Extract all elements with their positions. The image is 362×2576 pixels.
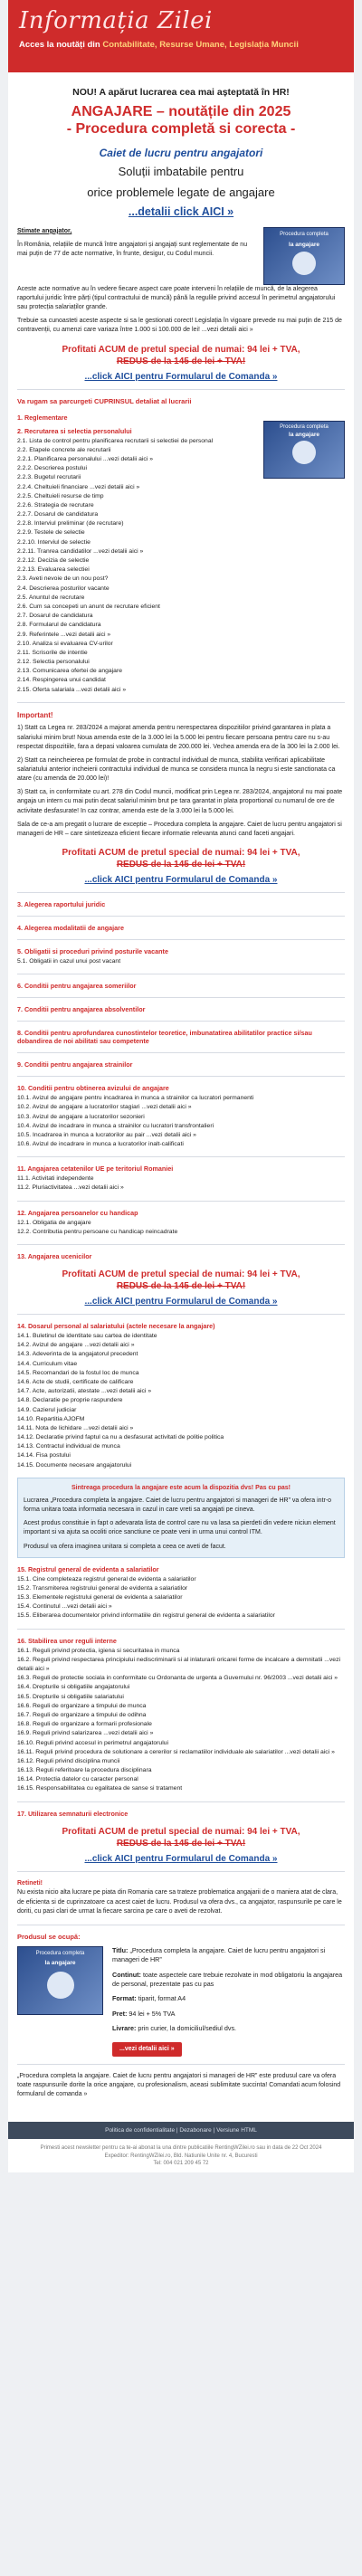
product-delivery-label: Livrare: bbox=[112, 2024, 137, 2033]
toc-item: 14.5. Recomandari de la fostul loc de munca bbox=[17, 1369, 139, 1376]
toc-item: 2.10. Analiza si evaluarea CV-urilor bbox=[17, 640, 113, 647]
toc-item: 14.12. Declaratie privind faptul ca nu a desfasurat activitati de politie politica bbox=[17, 1434, 224, 1441]
toc-section-12: 12. Angajarea persoanelor cu handicap bbox=[17, 1208, 138, 1217]
product-details-button[interactable]: ...vezi detalii aici » bbox=[112, 2042, 182, 2057]
hero-headline-2: - Procedura completă si corecta - bbox=[66, 121, 296, 138]
product-format-label: Format: bbox=[112, 1994, 137, 2003]
toc-item-link[interactable]: 15.4. Continutul ...vezi detalii aici » bbox=[17, 1603, 112, 1611]
footer-note-1: Primesti acest newsletter pentru ca te-ai abonat la una dintre publicatiile RentingWZilei.ro sau in data de 22 Oct 2024 bbox=[40, 2145, 322, 2152]
offer-price-3: Profitati ACUM de pretul special de numai: 94 lei + TVA, bbox=[62, 1269, 300, 1280]
toc-item: 16.10. Reguli privind accesul in perimetrul angajatorului bbox=[17, 1739, 168, 1746]
product-content-label: Continut: bbox=[112, 1970, 141, 1979]
toc-item: 16.7. Reguli de organizare a timpului de odihna bbox=[17, 1711, 147, 1718]
offer-old-price-4: REDUS de la 145 de lei + TVA! bbox=[116, 1838, 246, 1849]
toc-section-4: 4. Alegerea modalitatii de angajare bbox=[17, 923, 124, 932]
important-title: Important! bbox=[17, 710, 53, 719]
toc-item-link[interactable]: 16.3. Reguli de protectie sociala in conformitate cu Ordonanta de urgenta a Guvernului nr. 96/2003 ...vezi detalii aici » bbox=[17, 1675, 338, 1682]
toc-item: 2.2.9. Testele de selectie bbox=[17, 529, 85, 537]
toc-section-14: 14. Dosarul personal al salariatului (actele necesare la angajare) bbox=[17, 1322, 215, 1331]
tip-paragraph-2: Acest produs constituie in fapt o adevarata lista de control care nu va lasa sa pierdeti din vedere niciun element important si va ajuta sa ocoliti orice sanctiune ce poate veni in urma unui control ITM. bbox=[24, 1520, 336, 1536]
product-heading: Produsul se ocupă: bbox=[17, 1932, 81, 1941]
toc-item-link[interactable]: 16.11. Reguli privind procedura de solutionare a cererilor si reclamatiilor individuale ale salariatilor ...vezi detalii aici » bbox=[17, 1748, 335, 1755]
book-cover-figure-icon bbox=[292, 252, 316, 275]
toc-item: 16.4. Drepturile si obligatiile angajatorului bbox=[17, 1684, 130, 1691]
toc-item: 15.5. Eliberarea documentelor privind informatiile din registrul general de evidenta a salariatilor bbox=[17, 1612, 275, 1620]
toc-item: 14.14. Fisa postului bbox=[17, 1452, 71, 1459]
divider bbox=[17, 2064, 345, 2065]
order-form-link-1[interactable]: ...click AICI pentru Formularul de Comanda » bbox=[84, 371, 278, 382]
divider bbox=[17, 916, 345, 917]
toc-section-7: 7. Conditii pentru angajarea absolventilor bbox=[17, 1005, 146, 1014]
intro-paragraph-1: În România, relațiile de muncă între angajatori și angajați sunt reglementate de nu mai puțin de 77 de acte normative, în frunte, desigur, cu Codul muncii. bbox=[17, 242, 248, 258]
toc-item: 2.8. Formularul de candidatura bbox=[17, 622, 101, 629]
divider bbox=[17, 1871, 345, 1872]
toc-item: 2.2.3. Bugetul recrutarii bbox=[17, 474, 81, 481]
toc-item-link[interactable]: 2.2.4. Cheltuieli financiare ...vezi detalii aici » bbox=[17, 483, 140, 490]
toc-block bbox=[17, 408, 345, 695]
product-price-value: 94 lei + 5% TVA bbox=[129, 2009, 176, 2018]
important-box bbox=[17, 710, 345, 839]
hero-subtitle: Caiet de lucru pentru angajatori bbox=[99, 147, 263, 160]
toc-list bbox=[17, 408, 256, 695]
toc-section-8: 8. Conditii pentru aprofundarea cunostintelor teoretice, imbunatatirea abilitatilor practice si/sau dobandirea de noi abilitati sau competente bbox=[17, 1029, 312, 1046]
divider bbox=[17, 1314, 345, 1315]
product-content-value: toate aspectele care trebuie rezolvate in mod obligatoriu la angajarea de personal, prezentate pas cu pas bbox=[112, 1970, 343, 1988]
tagline-accent: Contabilitate, Resurse Umane, Legislația Muncii bbox=[102, 40, 299, 50]
offer-old-price-1: REDUS de la 145 de lei + TVA! bbox=[116, 356, 246, 366]
toc-item: 2.2.8. Interviul preliminar (de recrutare) bbox=[17, 520, 124, 528]
intro-title: Stimate angajator, bbox=[17, 227, 72, 234]
product-delivery-value: prin curier, la domiciliul/sediul dvs. bbox=[138, 2024, 237, 2033]
divider bbox=[17, 1156, 345, 1157]
toc-item-1: 1. Reglementare bbox=[17, 413, 68, 422]
toc-item: 14.15. Documente necesare angajatorului bbox=[17, 1461, 132, 1469]
toc-item-link[interactable]: 2.2.1. Planificarea personalului ...vezi detalii aici » bbox=[17, 455, 153, 462]
toc-section-11: 11. Angajarea cetatenilor UE pe teritoriul Romaniei bbox=[17, 1164, 174, 1174]
toc-item: 10.1. Avizul de angajare pentru incadrarea in munca a strainilor ca lucratori permanenti bbox=[17, 1095, 254, 1102]
closing-text bbox=[17, 2072, 345, 2099]
tip-box bbox=[17, 1478, 345, 1558]
order-form-link-4[interactable]: ...click AICI pentru Formularul de Comanda » bbox=[84, 1853, 278, 1864]
important-paragraph-4: Sala de ce-a am pregatit o lucrare de exceptie – Procedura completa la angajare. Caiet de lucru pentru angajatori si manageri de HR – care sintetizeaza eficient fiecare informatie relevanta atunci cand faceti angajari. bbox=[17, 821, 342, 837]
header-tagline bbox=[19, 40, 343, 51]
offer-price-4: Profitati ACUM de pretul special de numai: 94 lei + TVA, bbox=[62, 1826, 300, 1837]
toc-item: 2.4. Descrierea posturilor vacante bbox=[17, 585, 110, 592]
intro-paragraph-3: Trebuie sa cunoasteti aceste aspecte si sa le gestionati corect! Legislația în vigoare prevede nu mai puțin de 215 de contravenții, cu amenzi care variaza între 1.000 si 100.000 de lei! ...vezi detalii aici » bbox=[17, 318, 342, 334]
product-book-image bbox=[17, 1946, 103, 2015]
toc-item: 16.14. Protectia datelor cu caracter personal bbox=[17, 1776, 138, 1783]
product-card bbox=[17, 1946, 345, 2057]
footer-note-3: Tel: 004 021 209 45 72 bbox=[153, 2161, 209, 2167]
order-form-link-3[interactable]: ...click AICI pentru Formularul de Comanda » bbox=[84, 1297, 278, 1307]
hero-lead-1: Soluții imbatabile pentru bbox=[118, 165, 244, 179]
toc-item: 15.1. Cine completeaza registrul general de evidenta a salariatilor bbox=[17, 1575, 196, 1583]
toc-item: 2.13. Comunicarea ofertei de angajare bbox=[17, 668, 122, 675]
toc-item-link[interactable]: 14.2. Avizul de angajare ...vezi detalii aici » bbox=[17, 1342, 135, 1349]
toc-item: 2.2.13. Evaluarea selectiei bbox=[17, 566, 90, 574]
divider bbox=[17, 1629, 345, 1630]
product-book-title: Procedura completa bbox=[35, 1950, 85, 1956]
toc-item: 16.13. Reguli referitoare la procedura disciplinara bbox=[17, 1767, 152, 1774]
toc-item: 14.9. Cazierul judiciar bbox=[17, 1406, 77, 1413]
offer-old-price-3: REDUS de la 145 de lei + TVA! bbox=[116, 1281, 246, 1292]
toc-intro: Va rugam sa parcurgeti CUPRINSUL detaliat al lucrarii bbox=[17, 396, 192, 405]
toc-item-link[interactable]: 10.5. Incadrarea in munca a lucratorilor au pair ...vezi detalii aici » bbox=[17, 1131, 196, 1138]
divider bbox=[17, 1801, 345, 1802]
divider bbox=[17, 1021, 345, 1022]
toc-item-link[interactable]: 16.9. Reguli privind salarizarea ...vezi detalii aici » bbox=[17, 1730, 154, 1737]
toc-section-17: 17. Utilizarea semnaturii electronice bbox=[17, 1809, 129, 1818]
toc-item: 14.6. Acte de studii, certificate de calificare bbox=[17, 1378, 134, 1385]
toc-item: 2.2.5. Cheltuieli resurse de timp bbox=[17, 492, 104, 499]
book-cover-subtitle: la angajare bbox=[289, 431, 319, 438]
toc-item: 2.14. Respingerea unui candidat bbox=[17, 677, 106, 684]
toc-item: 16.5. Drepturile si obligatiile salariatului bbox=[17, 1693, 124, 1700]
toc-item: 16.15. Responsabilitatea cu egalitatea de sanse si tratament bbox=[17, 1785, 183, 1792]
toc-item: 2.2.7. Dosarul de candidatura bbox=[17, 511, 99, 518]
intro-block-2 bbox=[17, 285, 345, 336]
offer-old-price-2: REDUS de la 145 de lei + TVA! bbox=[116, 859, 246, 870]
toc-section-5: 5. Obligatii si proceduri privind posturile vacante bbox=[17, 946, 168, 955]
toc-item: 14.8. Declaratie pe proprie raspundere bbox=[17, 1397, 123, 1404]
toc-item: 14.3. Adeverinta de la angajatorul precedent bbox=[17, 1351, 138, 1358]
toc-item: 5.1. Obligatii in cazul unui post vacant bbox=[17, 957, 121, 965]
toc-item: 2.2.10. Interviul de selectie bbox=[17, 538, 90, 546]
product-format-value: tiparit, format A4 bbox=[138, 1994, 186, 2003]
divider bbox=[17, 389, 345, 390]
divider bbox=[17, 892, 345, 893]
divider bbox=[17, 1052, 345, 1053]
toc-item: 2.6. Cum sa concepeti un anunt de recrutare eficient bbox=[17, 603, 160, 610]
toc-section-6: 6. Conditii pentru angajarea someriilor bbox=[17, 982, 137, 991]
tip-paragraph-1: Lucrarea „Procedura completa la angajare. Caiet de lucru pentru angajatori si manageri de HR” va ofera intr-o forma unitara toata informatia necesara in cazul in care vreti sa angajati pe cineva. bbox=[24, 1497, 332, 1514]
order-form-link-2[interactable]: ...click AICI pentru Formularul de Comanda » bbox=[84, 874, 278, 885]
toc-section-3: 3. Alegerea raportului juridic bbox=[17, 899, 106, 908]
offer-price-1: Profitati ACUM de pretul special de numai: 94 lei + TVA, bbox=[62, 344, 300, 355]
toc-item: 10.6. Avizul de incadrare in munca a lucratorilor inalt-calificati bbox=[17, 1141, 184, 1148]
book-cover-image-2 bbox=[263, 421, 345, 479]
product-book-subtitle: la angajare bbox=[44, 1960, 76, 1967]
retain-box bbox=[17, 1879, 345, 1917]
toc-item: 12.2. Contributia pentru persoane cu handicap neincadrate bbox=[17, 1228, 178, 1235]
tip-title: Sintreaga procedura la angajare este acum la dispozitia dvs! Pas cu pas! bbox=[71, 1484, 291, 1491]
toc-item: 14.10. Repartitia AJOFM bbox=[17, 1415, 85, 1422]
toc-item: 14.1. Buletinul de identitate sau cartea de identitate bbox=[17, 1333, 157, 1340]
hero-details-link[interactable]: ...detalii click AICI » bbox=[128, 204, 234, 218]
brand-logo[interactable]: Informația Zilei bbox=[19, 7, 213, 34]
toc-item: 10.3. Avizul de angajare a lucratorilor sezonieri bbox=[17, 1113, 145, 1120]
retain-text: Nu exista nicio alta lucrare pe piata din Romania care sa trateze problematica angajarii de o maniera atat de clara, de eficienta si de cuprinzatoare ca acest caiet de lucru. Produsul va ofera dvs., ca angajator, raspunsurile pe care le doriti, cu pasi clari de urmat la fiecare sarcina pe care o aveti de rezolvat. bbox=[17, 1889, 342, 1915]
divider bbox=[17, 1076, 345, 1077]
toc-item-link[interactable]: 2.2.11. Tranrea candidatilor ...vezi detalii aici » bbox=[17, 547, 144, 555]
toc-item: 11.1. Activitati independente bbox=[17, 1175, 94, 1183]
toc-item: 2.2.12. Decizia de selectie bbox=[17, 557, 90, 565]
toc-item-link[interactable]: 11.2. Pluriactivitatea ...vezi detalii aici » bbox=[17, 1184, 124, 1192]
header-banner bbox=[8, 0, 354, 72]
toc-item: 2.12. Selectia personalului bbox=[17, 659, 90, 666]
toc-item: 2.5. Anuntul de recrutare bbox=[17, 594, 85, 601]
divider bbox=[17, 939, 345, 940]
divider bbox=[17, 1244, 345, 1245]
toc-item-link[interactable]: 14.11. Nota de lichidare ...vezi detalii aici » bbox=[17, 1424, 134, 1431]
toc-item: 14.4. Curriculum vitae bbox=[17, 1360, 78, 1367]
toc-block-2 bbox=[17, 900, 345, 1260]
book-cover-title: Procedura completa bbox=[280, 423, 329, 430]
toc-section-10: 10. Conditii pentru obtinerea avizului de angajare bbox=[17, 1084, 169, 1093]
tip-paragraph-3: Produsul va ofera imaginea unitara si completa a ceea ce aveti de facut. bbox=[24, 1543, 226, 1550]
toc-section-15: 15. Registrul general de evidenta a salariatilor bbox=[17, 1564, 159, 1573]
toc-item: 2.2.6. Strategia de recrutare bbox=[17, 501, 94, 509]
hero-lead-2: orice problemele legate de angajare bbox=[87, 185, 275, 199]
toc-item-link[interactable]: 2.15. Oferta salariala ...vezi detalii aici » bbox=[17, 686, 127, 693]
closing-paragraph: „Procedura completa la angajare. Caiet de lucru pentru angajatori si manageri de HR” este produsul care va ofera toate raspunsurile dorite la orice angajare, cu profesionalism, aceasi sublimitate succinta! Comandati acum folosind formularul de comanda » bbox=[17, 2072, 341, 2098]
divider bbox=[17, 1201, 345, 1202]
book-cover-subtitle: la angajare bbox=[289, 241, 319, 248]
toc-section-16: 16. Stabilirea unor reguli interne bbox=[17, 1636, 117, 1645]
hero-intro: NOU! A apărut lucrarea cea mai așteptată în HR! bbox=[72, 87, 290, 98]
important-paragraph-3: 3) Statt ca, in conformitate cu art. 278 din Codul muncii, modificat prin Legea nr. 283/2024, angajatorul nu mai poate angaja un intern cu mai putin decat salariul minim brut pe tara garantat in plata proportional cu numarul de ore de activitate desfasurate! In caz contrar, amenda este de la 3.000 lei la 5.000 lei. bbox=[17, 789, 343, 814]
toc-item-link[interactable]: 10.2. Avizul de angajare a lucratorilor stagiari ...vezi detalii aici » bbox=[17, 1104, 192, 1111]
product-price-label: Pret: bbox=[112, 2009, 128, 2018]
toc-item: 10.4. Avizul de incadrare in munca a strainilor cu lucratori transfrontalieri bbox=[17, 1122, 214, 1129]
hero-headline-1: ANGAJARE – noutățile din 2025 bbox=[71, 104, 291, 119]
book-cover-figure-icon bbox=[292, 441, 316, 464]
toc-item: 2.2.2. Descrierea postului bbox=[17, 465, 88, 472]
toc-item: 16.1. Reguli privind protectia, igiena si securitatea in munca bbox=[17, 1647, 180, 1654]
divider bbox=[17, 702, 345, 703]
toc-item: 2.1. Lista de control pentru planificarea recrutarii si selectiei de personal bbox=[17, 437, 214, 444]
footer-links[interactable]: Politica de confidentialitate | Dezabonare | Versiune HTML bbox=[8, 2122, 354, 2139]
toc-item-2: 2. Recrutarea si selectia personalului bbox=[17, 426, 132, 435]
important-paragraph-1: 1) Statt ca Legea nr. 283/2024 a majorat amenda pentru nerespectarea dispozitiilor privind garantarea in plata a salariului minim brut! Noua amenda este de la 3.000 lei la 5.000 lei pentru fiecare persoana pentru care nu s-au respectat dispozitiile, fara a depasi valoarea cumulata de 200.000 lei. Vechea amenda era de la 300 lei la 2.000 lei. bbox=[17, 725, 340, 750]
main-content bbox=[8, 72, 354, 2113]
toc-item: 16.8. Reguli de organizare a formarii profesionale bbox=[17, 1721, 152, 1728]
important-paragraph-2: 2) Statt ca neincheierea pe formulat de probe in contractul individual de munca, stabilita verificari aplicabilitate salariatului anterior incheierii contractului individual de munca se considera munca la negru si este sanctionata ca atare (cu amenda de 20.000 lei)! bbox=[17, 756, 336, 783]
toc-section-13: 13. Angajarea ucenicilor bbox=[17, 1252, 92, 1261]
toc-item: 15.3. Elementele registrului general de evidenta a salariatilor bbox=[17, 1594, 183, 1602]
book-cover-figure-icon bbox=[47, 1972, 74, 1999]
toc-item: 2.11. Scrisorile de intentie bbox=[17, 649, 88, 656]
intro-block bbox=[17, 227, 345, 285]
toc-item: 14.13. Contractul individual de munca bbox=[17, 1443, 120, 1450]
toc-item-link[interactable]: 2.9. Referintele ...vezi detalii aici » bbox=[17, 631, 111, 638]
offer-price-2: Profitati ACUM de pretul special de numai: 94 lei + TVA, bbox=[62, 847, 300, 858]
toc-item: 16.6. Reguli de organizare a timpului de munca bbox=[17, 1702, 147, 1709]
retain-title: Retineti! bbox=[17, 1879, 43, 1887]
toc-block-3 bbox=[17, 1322, 345, 1470]
footer-note bbox=[8, 2139, 354, 2172]
toc-item: 2.7. Dosarul de candidatura bbox=[17, 613, 93, 620]
book-cover-title: Procedura completa bbox=[280, 231, 329, 237]
product-title-value: „Procedura completa la angajare. Caiet de lucru pentru angajatori si manageri de HR” bbox=[112, 1945, 326, 1964]
toc-item: 2.3. Aveti nevoie de un nou post? bbox=[17, 575, 109, 583]
footer-note-2: Expeditor: RentingWZilei.ro, Bld. Natiunile Unite nr. 4, Bucuresti bbox=[104, 2153, 258, 2159]
toc-item: 16.12. Reguli privind disciplina muncii bbox=[17, 1757, 120, 1764]
toc-section-9: 9. Conditii pentru angajarea strainilor bbox=[17, 1060, 133, 1069]
toc-item: 15.2. Transmiterea registrului general de evidenta a salariatilor bbox=[17, 1584, 188, 1592]
book-cover-image bbox=[263, 227, 345, 285]
product-info bbox=[112, 1946, 345, 2057]
intro-paragraph-2: Aceste acte normative au în vedere fiecare aspect care poate interveni în relațiile de muncă, de la alegerea raportului juridic între părți (tipul contractului de muncă) până la regulile privind accesul în perimetrul angajatorului sau protecția salariaților grande. bbox=[17, 285, 336, 311]
toc-item-link[interactable]: 16.2. Reguli privind respectarea principiului nediscriminarii si al inlaturarii oricarei forme de incalcare a demnitatii ...vezi detalii aici » bbox=[17, 1656, 340, 1672]
toc-item: 2.2. Etapele concrete ale recrutarii bbox=[17, 446, 111, 453]
product-title-label: Titlu: bbox=[112, 1945, 129, 1954]
tagline-prefix: Acces la noutăți din bbox=[19, 40, 103, 50]
toc-block-4 bbox=[17, 1565, 345, 1818]
toc-item-link[interactable]: 14.7. Acte, autorizatii, atestate ...vezi detalii aici » bbox=[17, 1388, 152, 1395]
email-container bbox=[8, 0, 354, 2172]
toc-item: 12.1. Obligatia de angajare bbox=[17, 1219, 91, 1226]
divider bbox=[17, 997, 345, 998]
